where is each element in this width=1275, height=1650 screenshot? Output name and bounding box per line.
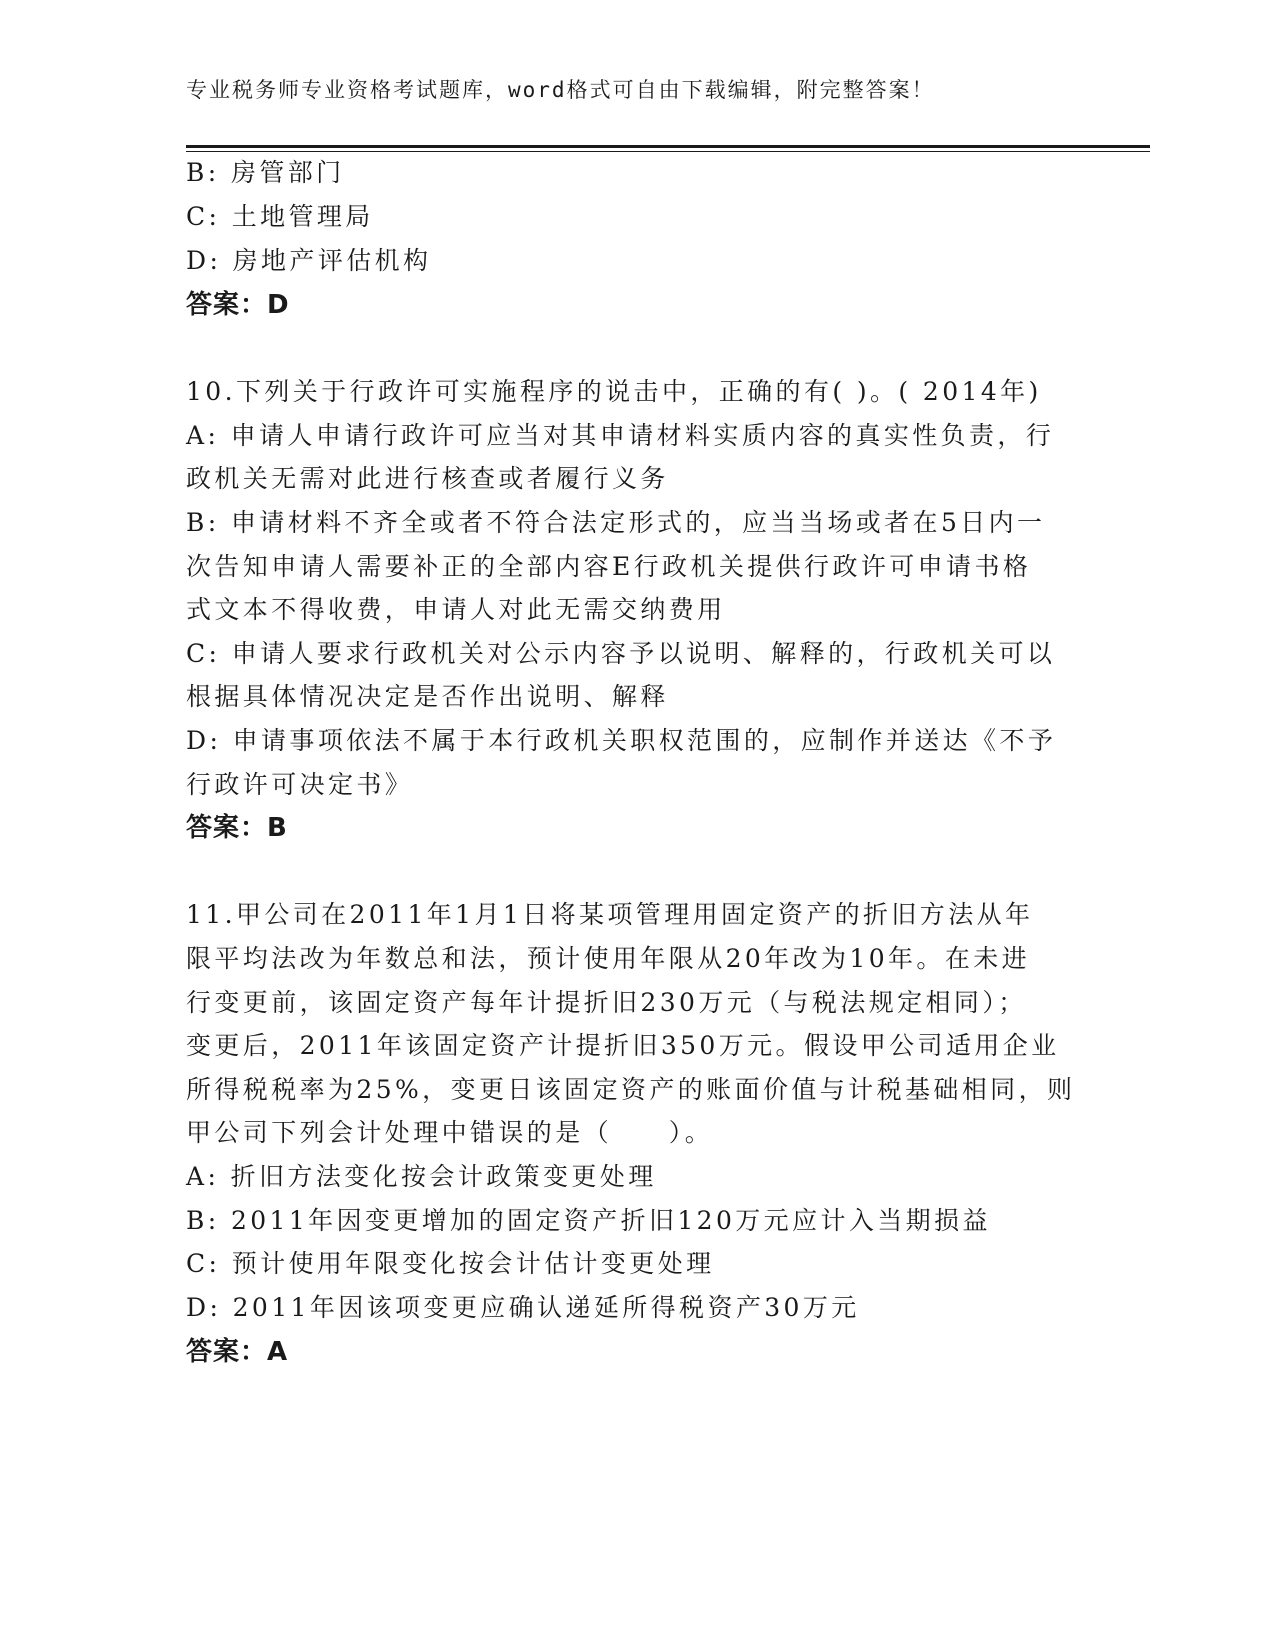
q10-option-c-line2: 根据具体情况决定是否作出说明、解释 — [186, 682, 669, 711]
q10-option-b-line2: 次告知申请人需要补正的全部内容E行政机关提供行政许可申请书格 — [186, 552, 1032, 581]
q11-answer: 答案：A — [186, 1337, 289, 1367]
q10-option-a-line2: 政机关无需对此进行核查或者履行义务 — [186, 464, 669, 493]
q11-stem-line1: 11.甲公司在2011年1月1日将某项管理用固定资产的折旧方法从年 — [186, 900, 1034, 929]
q9-option-d: D: 房地产评估机构 — [186, 246, 432, 275]
page-header: 专业税务师专业资格考试题库，word格式可自由下载编辑，附完整答案！ — [186, 78, 935, 102]
header-rule-thin — [186, 151, 1150, 152]
q11-stem-line4: 变更后，2011年该固定资产计提折旧350万元。假设甲公司适用企业 — [186, 1031, 1060, 1060]
q9-answer: 答案：D — [186, 290, 290, 320]
q10-stem: 10.下列关于行政许可实施程序的说击中，正确的有( )。( 2014年) — [186, 377, 1042, 406]
q11-option-a: A: 折旧方法变化按会计政策变更处理 — [186, 1162, 657, 1191]
q10-option-a-line1: A: 申请人申请行政许可应当对其申请材料实质内容的真实性负责，行 — [186, 421, 1055, 450]
q11-stem-line5: 所得税税率为25%，变更日该固定资产的账面价值与计税基础相同，则 — [186, 1075, 1076, 1104]
q11-option-d: D: 2011年因该项变更应确认递延所得税资产30万元 — [186, 1293, 860, 1322]
q11-option-b: B: 2011年因变更增加的固定资产折旧120万元应计入当期损益 — [186, 1206, 991, 1235]
q11-stem-line2: 限平均法改为年数总和法，预计使用年限从20年改为10年。在未进 — [186, 944, 1031, 973]
q10-option-b-line3: 式文本不得收费，申请人对此无需交纳费用 — [186, 595, 726, 624]
q10-option-b-line1: B: 申请材料不齐全或者不符合法定形式的，应当当场或者在5日内一 — [186, 508, 1046, 537]
q9-option-c: C: 土地管理局 — [186, 202, 374, 231]
q11-stem-line3: 行变更前，该固定资产每年计提折旧230万元（与税法规定相同）； — [186, 988, 1027, 1017]
q11-stem-line6: 甲公司下列会计处理中错误的是（ ）。 — [186, 1118, 714, 1147]
q11-option-c: C: 预计使用年限变化按会计估计变更处理 — [186, 1249, 715, 1278]
q10-option-d-line1: D: 申请事项依法不属于本行政机关职权范围的，应制作并送达《不予 — [186, 726, 1057, 755]
q10-option-d-line2: 行政许可决定书》 — [186, 770, 414, 799]
q10-answer: 答案：B — [186, 813, 288, 843]
q9-option-b: B: 房管部门 — [186, 158, 345, 187]
q10-option-c-line1: C: 申请人要求行政机关对公示内容予以说明、解释的，行政机关可以 — [186, 639, 1056, 668]
header-rule-thick — [186, 145, 1150, 148]
